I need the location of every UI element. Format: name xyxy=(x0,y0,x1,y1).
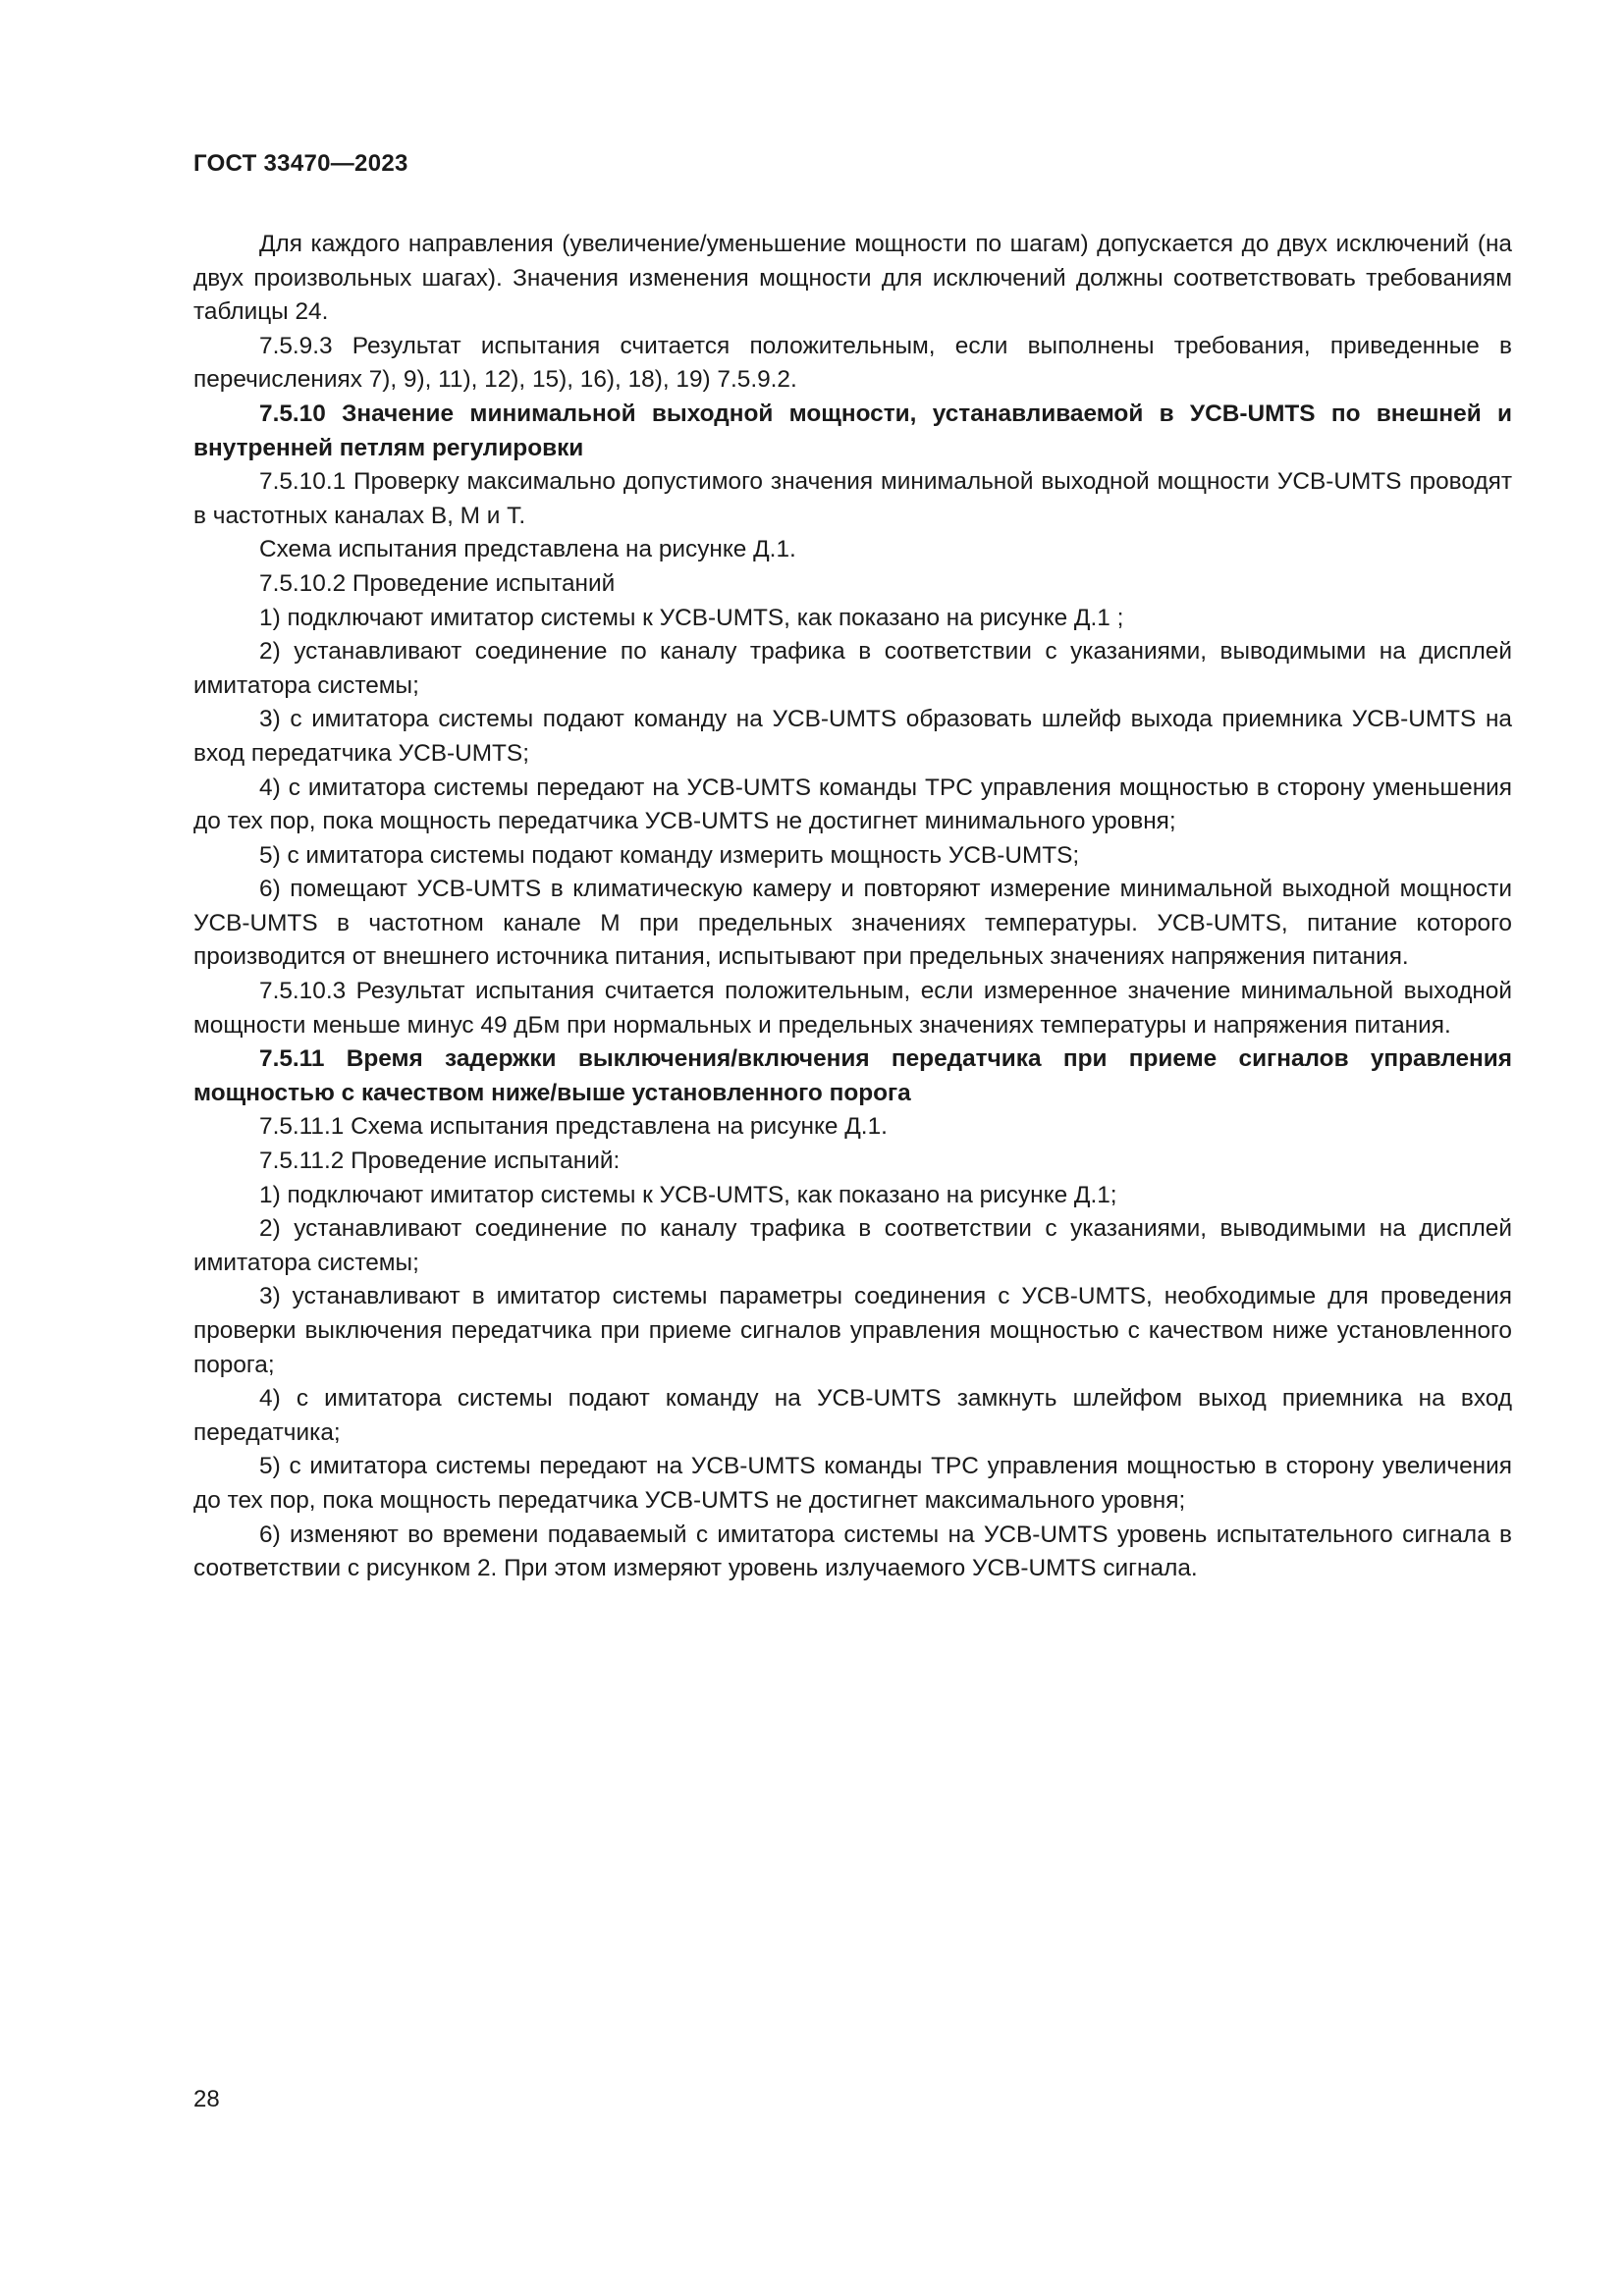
list-item: 2) устанавливают соединение по каналу трафика в соответствии с указаниями, выводимыми на дисплей имитатора системы; xyxy=(193,638,1512,699)
list-item: 1) подключают имитатор системы к УСВ-UMTS, как показано на рисунке Д.1; xyxy=(259,1181,1117,1208)
list-item: 1) подключают имитатор системы к УСВ-UMTS, как показано на рисунке Д.1 ; xyxy=(259,604,1124,631)
paragraph: 7.5.10.3 Результат испытания считается положительным, если измеренное значение минимальной выходной мощности меньше минус 49 дБм при нормальных и предельных значениях температуры и напряжения питания. xyxy=(193,978,1512,1039)
page-number: 28 xyxy=(193,2086,220,2112)
list-item: 3) устанавливают в имитатор системы параметры соединения с УСВ-UMTS, необходимые для проведения проверки выключения передатчика при приеме сигналов управления мощностью с качеством ниже установленного порога; xyxy=(193,1283,1512,1378)
list-item: 4) с имитатора системы передают на УСВ-UMTS команды TPC управления мощностью в сторону уменьшения до тех пор, пока мощность передатчика УСВ-UMTS не достигнет минимального уровня; xyxy=(193,774,1512,835)
section-heading-7-5-10: 7.5.10 Значение минимальной выходной мощности, устанавливаемой в УСВ-UMTS по внешней и внутренней петлям регулировки xyxy=(193,400,1512,461)
list-item: 5) с имитатора системы подают команду измерить мощность УСВ-UMTS; xyxy=(259,841,1080,869)
list-item: 5) с имитатора системы передают на УСВ-UMTS команды TPC управления мощностью в сторону увеличения до тех пор, пока мощность передатчика УСВ-UMTS не достигнет максимального уровня; xyxy=(193,1453,1512,1514)
body-text xyxy=(193,228,1512,1586)
running-header-standard-code: ГОСТ 33470—2023 xyxy=(193,150,408,177)
paragraph: 7.5.10.2 Проведение испытаний xyxy=(259,569,616,597)
paragraph: Для каждого направления (увеличение/уменьшение мощности по шагам) допускается до двух исключений (на двух произвольных шагах). Значения изменения мощности для исключений должны соответствовать требованиям таблицы 24. xyxy=(193,231,1512,326)
paragraph: 7.5.11.1 Схема испытания представлена на рисунке Д.1. xyxy=(259,1113,888,1141)
list-item: 4) с имитатора системы подают команду на УСВ-UMTS замкнуть шлейфом выход приемника на вход передатчика; xyxy=(193,1385,1512,1446)
section-heading-7-5-11: 7.5.11 Время задержки выключения/включения передатчика при приеме сигналов управления мощностью с качеством ниже/выше установленного порога xyxy=(193,1045,1512,1106)
list-item: 6) помещают УСВ-UMTS в климатическую камеру и повторяют измерение минимальной выходной мощности УСВ-UMTS в частотном канале М при предельных значениях температуры. УСВ-UMTS, питание которого производится от внешнего источника питания, испытывают при предельных значениях напряжения питания. xyxy=(193,876,1512,971)
list-item: 2) устанавливают соединение по каналу трафика в соответствии с указаниями, выводимыми на дисплей имитатора системы; xyxy=(193,1215,1512,1276)
paragraph: 7.5.9.3 Результат испытания считается положительным, если выполнены требования, приведенные в перечислениях 7), 9), 11), 12), 15), 16), 18), 19) 7.5.9.2. xyxy=(193,332,1512,394)
paragraph: Схема испытания представлена на рисунке Д.1. xyxy=(259,536,796,563)
list-item: 3) с имитатора системы подают команду на УСВ-UMTS образовать шлейф выхода приемника УСВ-UMTS на вход передатчика УСВ-UMTS; xyxy=(193,706,1512,767)
paragraph: 7.5.10.1 Проверку максимально допустимого значения минимальной выходной мощности УСВ-UMTS проводят в частотных каналах В, М и Т. xyxy=(193,468,1512,529)
paragraph: 7.5.11.2 Проведение испытаний: xyxy=(259,1148,621,1175)
list-item: 6) изменяют во времени подаваемый с имитатора системы на УСВ-UMTS уровень испытательного сигнала в соответствии с рисунком 2. При этом измеряют уровень излучаемого УСВ-UMTS сигнала. xyxy=(193,1521,1512,1582)
